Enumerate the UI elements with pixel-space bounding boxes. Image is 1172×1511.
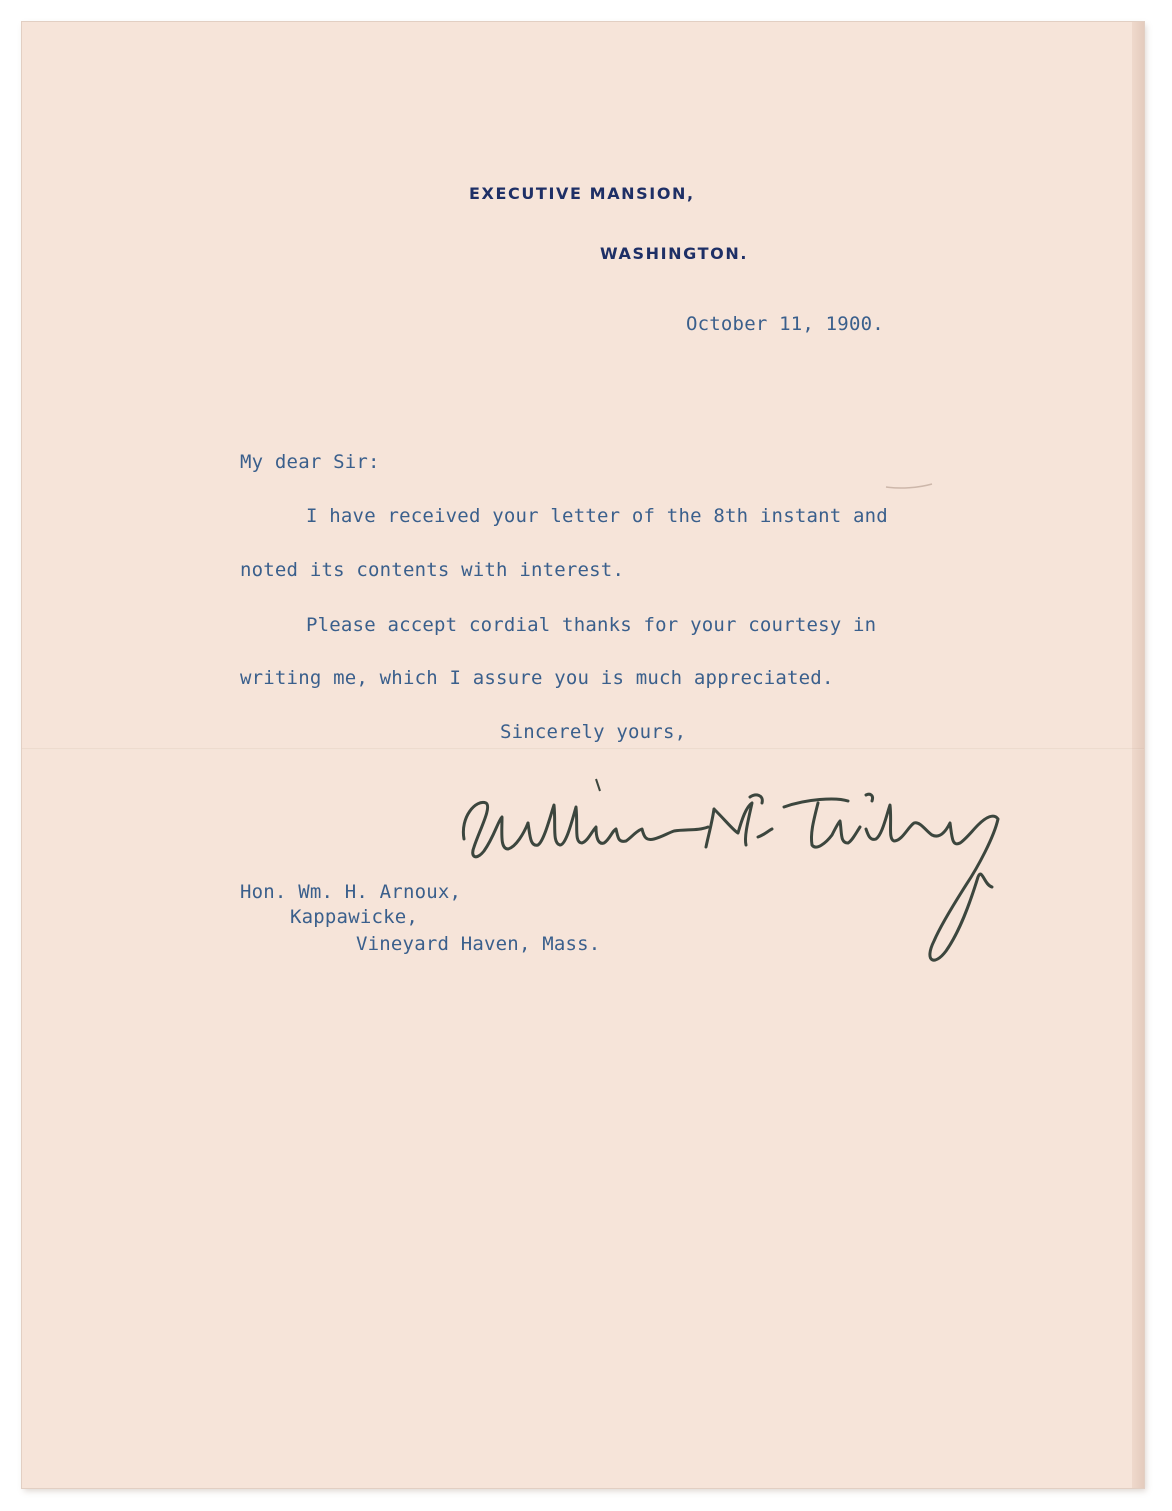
recipient-line-1: Hon. Wm. H. Arnoux, — [240, 881, 462, 903]
body-line-3: Please accept cordial thanks for your courtesy in — [306, 614, 877, 636]
closing: Sincerely yours, — [500, 721, 687, 743]
letter-sheet — [22, 22, 1144, 1488]
letterhead-line-1: EXECUTIVE MANSION, — [469, 184, 695, 203]
paper-edge — [1132, 22, 1144, 1488]
recipient-line-2: Kappawicke, — [290, 906, 419, 928]
letterhead-line-2: WASHINGTON. — [600, 244, 749, 263]
body-line-1: I have received your letter of the 8th instant and — [306, 505, 888, 527]
fold-crease — [22, 748, 1144, 750]
body-line-2: noted its contents with interest. — [240, 559, 625, 581]
letter-date: October 11, 1900. — [686, 313, 884, 335]
recipient-line-3: Vineyard Haven, Mass. — [356, 933, 601, 955]
salutation: My dear Sir: — [240, 451, 380, 473]
body-line-4: writing me, which I assure you is much appreciated. — [240, 667, 834, 689]
stray-pen-mark — [884, 482, 934, 490]
